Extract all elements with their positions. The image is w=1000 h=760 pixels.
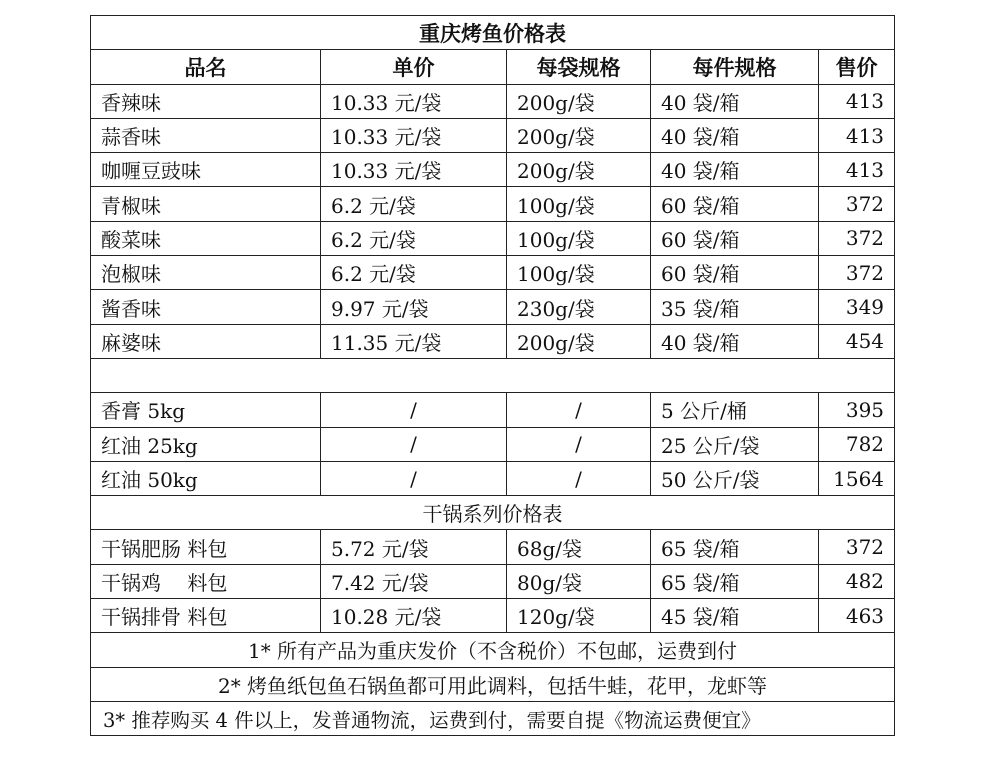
note-row [91, 633, 895, 667]
table-row [91, 221, 895, 255]
case-spec-cell: 60 袋/箱 [651, 256, 819, 290]
unit-price-cell: 10.28 元/袋 [321, 599, 507, 633]
unit-price-cell: 10.33 元/袋 [321, 84, 507, 118]
bag-spec-cell: 200g/袋 [507, 84, 651, 118]
price-cell: 372 [819, 221, 895, 255]
unit-price-cell: / [321, 427, 507, 461]
case-spec-cell: 40 袋/箱 [651, 118, 819, 152]
case-spec-cell: 35 袋/箱 [651, 290, 819, 324]
case-spec-cell: 45 袋/箱 [651, 599, 819, 633]
price-table [90, 15, 895, 736]
product-name-cell: 麻婆味 [91, 324, 321, 358]
price-cell: 454 [819, 324, 895, 358]
table-row [91, 599, 895, 633]
spacer-row [91, 358, 895, 392]
bag-spec-cell: 120g/袋 [507, 599, 651, 633]
unit-price-cell: 6.2 元/袋 [321, 221, 507, 255]
table-row [91, 564, 895, 598]
note-row [91, 667, 895, 701]
product-name-cell: 泡椒味 [91, 256, 321, 290]
product-name-cell: 香膏 5kg [91, 393, 321, 427]
price-cell: 349 [819, 290, 895, 324]
table-row [91, 427, 895, 461]
section-subtitle: 干锅系列价格表 [91, 496, 895, 530]
case-spec-cell: 65 袋/箱 [651, 564, 819, 598]
case-spec-cell: 40 袋/箱 [651, 84, 819, 118]
bag-spec-cell: 100g/袋 [507, 221, 651, 255]
header-unit-price: 单价 [321, 50, 507, 84]
table-row [91, 84, 895, 118]
case-spec-cell: 40 袋/箱 [651, 153, 819, 187]
unit-price-cell: / [321, 393, 507, 427]
note-text: 2* 烤鱼纸包鱼石锅鱼都可用此调料，包括牛蛙，花甲，龙虾等 [91, 667, 895, 701]
table-row [91, 153, 895, 187]
table-row [91, 461, 895, 495]
unit-price-cell: 6.2 元/袋 [321, 187, 507, 221]
unit-price-cell: 10.33 元/袋 [321, 153, 507, 187]
case-spec-cell: 50 公斤/袋 [651, 461, 819, 495]
price-cell: 413 [819, 84, 895, 118]
price-cell: 482 [819, 564, 895, 598]
header-name: 品名 [91, 50, 321, 84]
product-name-cell: 酱香味 [91, 290, 321, 324]
header-price: 售价 [819, 50, 895, 84]
product-name-cell: 红油 50kg [91, 461, 321, 495]
price-cell: 372 [819, 256, 895, 290]
bag-spec-cell: 68g/袋 [507, 530, 651, 564]
unit-price-cell: 7.42 元/袋 [321, 564, 507, 598]
bag-spec-cell: 200g/袋 [507, 118, 651, 152]
case-spec-cell: 60 袋/箱 [651, 187, 819, 221]
note-text: 1* 所有产品为重庆发价（不含税价）不包邮，运费到付 [91, 633, 895, 667]
note-text: 3* 推荐购买 4 件以上，发普通物流，运费到付，需要自提《物流运费便宜》 [91, 701, 895, 735]
price-cell: 782 [819, 427, 895, 461]
table-row [91, 290, 895, 324]
price-cell: 372 [819, 530, 895, 564]
case-spec-cell: 5 公斤/桶 [651, 393, 819, 427]
unit-price-cell: 5.72 元/袋 [321, 530, 507, 564]
bag-spec-cell: 200g/袋 [507, 153, 651, 187]
unit-price-cell: 6.2 元/袋 [321, 256, 507, 290]
subtitle-row [91, 496, 895, 530]
product-name-cell: 酸菜味 [91, 221, 321, 255]
unit-price-cell: 10.33 元/袋 [321, 118, 507, 152]
header-bag-spec: 每袋规格 [507, 50, 651, 84]
bag-spec-cell: / [507, 427, 651, 461]
product-name-cell: 干锅肥肠 料包 [91, 530, 321, 564]
header-case-spec: 每件规格 [651, 50, 819, 84]
product-name-cell: 红油 25kg [91, 427, 321, 461]
table-row [91, 187, 895, 221]
table-row [91, 393, 895, 427]
bag-spec-cell: 200g/袋 [507, 324, 651, 358]
bag-spec-cell: 100g/袋 [507, 187, 651, 221]
product-name-cell: 蒜香味 [91, 118, 321, 152]
bag-spec-cell: / [507, 393, 651, 427]
price-cell: 463 [819, 599, 895, 633]
product-name-cell: 干锅鸡 料包 [91, 564, 321, 598]
bag-spec-cell: / [507, 461, 651, 495]
note-row [91, 701, 895, 735]
price-cell: 413 [819, 118, 895, 152]
case-spec-cell: 40 袋/箱 [651, 324, 819, 358]
table-row [91, 324, 895, 358]
case-spec-cell: 25 公斤/袋 [651, 427, 819, 461]
price-cell: 395 [819, 393, 895, 427]
price-cell: 1564 [819, 461, 895, 495]
bag-spec-cell: 80g/袋 [507, 564, 651, 598]
table-title: 重庆烤鱼价格表 [91, 16, 895, 50]
case-spec-cell: 65 袋/箱 [651, 530, 819, 564]
header-row [91, 50, 895, 84]
bag-spec-cell: 230g/袋 [507, 290, 651, 324]
bag-spec-cell: 100g/袋 [507, 256, 651, 290]
table-row [91, 530, 895, 564]
case-spec-cell: 60 袋/箱 [651, 221, 819, 255]
unit-price-cell: 11.35 元/袋 [321, 324, 507, 358]
product-name-cell: 青椒味 [91, 187, 321, 221]
unit-price-cell: 9.97 元/袋 [321, 290, 507, 324]
price-cell: 413 [819, 153, 895, 187]
product-name-cell: 干锅排骨 料包 [91, 599, 321, 633]
table-row [91, 256, 895, 290]
table-row [91, 118, 895, 152]
price-cell: 372 [819, 187, 895, 221]
spacer-cell [91, 358, 895, 392]
title-row [91, 16, 895, 50]
product-name-cell: 香辣味 [91, 84, 321, 118]
unit-price-cell: / [321, 461, 507, 495]
product-name-cell: 咖喱豆豉味 [91, 153, 321, 187]
